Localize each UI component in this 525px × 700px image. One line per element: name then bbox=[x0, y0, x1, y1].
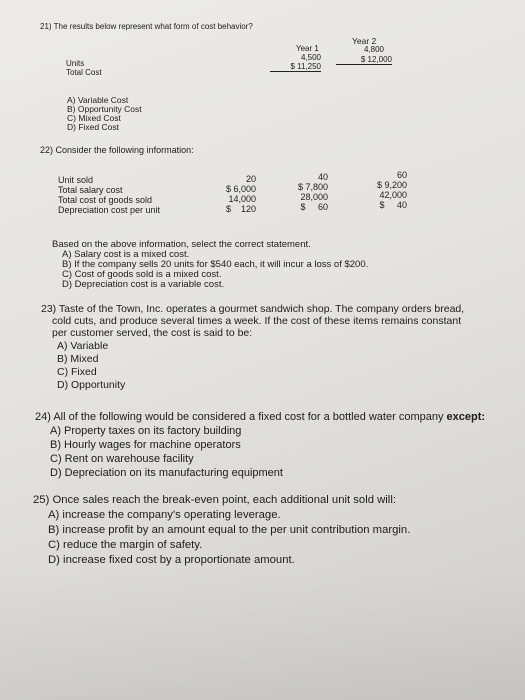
q24-question bbox=[35, 411, 485, 423]
q22-col2-depreciation: $ 60 bbox=[300, 202, 328, 212]
q22-question: 22) Consider the following information: bbox=[40, 145, 194, 155]
q22-col1-salary: $ 6,000 bbox=[225, 184, 256, 194]
q22-row-label-salary: Total salary cost bbox=[58, 185, 123, 195]
q22-col3-depreciation: $ 40 bbox=[379, 200, 407, 210]
q21-year1-header: Year 1 bbox=[296, 44, 319, 53]
q24-option-d: D) Depreciation on its manufacturing equipment bbox=[50, 467, 283, 479]
q22-row-label-cogs: Total cost of goods sold bbox=[58, 195, 153, 205]
q21-option-d: D) Fixed Cost bbox=[67, 122, 119, 132]
q21-year2-cost: $ 12,000 bbox=[336, 55, 392, 65]
q23-question-line-1: 23) Taste of the Town, Inc. operates a gourmet sandwich shop. The company orders bread, bbox=[41, 303, 465, 315]
q22-row-label-units: Unit sold bbox=[58, 175, 94, 185]
q21-option-a: A) Variable Cost bbox=[67, 95, 129, 105]
q21-year1-units: 4,500 bbox=[300, 53, 321, 62]
paper-shadow bbox=[0, 570, 525, 700]
q25-option-b: B) increase profit by an amount equal to the per unit contribution margin. bbox=[48, 524, 411, 536]
q25-option-d: D) increase fixed cost by a proportionate amount. bbox=[48, 554, 295, 566]
q22-col2-cogs: 28,000 bbox=[300, 192, 328, 202]
q22-option-d: D) Depreciation cost is a variable cost. bbox=[62, 279, 225, 290]
q22-col2-units: 40 bbox=[317, 172, 328, 182]
q22-option-a: A) Salary cost is a mixed cost. bbox=[62, 249, 190, 260]
q25-question: 25) Once sales reach the break-even point, each additional unit sold will: bbox=[33, 494, 396, 506]
q25-option-c: C) reduce the margin of safety. bbox=[48, 539, 203, 551]
q21-year2-units: 4,800 bbox=[363, 45, 384, 54]
q23-option-c: C) Fixed bbox=[57, 366, 97, 378]
q22-col2-salary: $ 7,800 bbox=[297, 182, 328, 192]
q21-option-c: C) Mixed Cost bbox=[67, 113, 121, 123]
q24-option-c: C) Rent on warehouse facility bbox=[50, 453, 194, 465]
q23-question-line-2: cold cuts, and produce several times a week. If the cost of these items remains constant bbox=[52, 315, 462, 327]
q22-option-c: C) Cost of goods sold is a mixed cost. bbox=[62, 269, 222, 280]
q22-col1-cogs: 14,000 bbox=[228, 194, 256, 204]
q21-year2-header: Year 2 bbox=[352, 36, 377, 46]
q22-col3-units: 60 bbox=[396, 170, 407, 180]
q21-total-cost-label: Total Cost bbox=[66, 68, 102, 77]
q22-col3-cogs: 42,000 bbox=[379, 190, 407, 200]
q24-option-b: B) Hourly wages for machine operators bbox=[50, 439, 241, 451]
q24-question-emphasis: except: bbox=[446, 411, 486, 423]
q23-option-b: B) Mixed bbox=[57, 353, 99, 365]
q22-col3-salary: $ 9,200 bbox=[376, 180, 407, 190]
q22-col1-units: 20 bbox=[245, 174, 256, 184]
q21-units-label: Units bbox=[66, 59, 85, 68]
q23-option-d: D) Opportunity bbox=[57, 379, 126, 391]
q21-option-b: B) Opportunity Cost bbox=[67, 104, 142, 114]
q21-question: 21) The results below represent what form of cost behavior? bbox=[40, 22, 253, 31]
q22-row-label-depreciation: Depreciation cost per unit bbox=[58, 205, 161, 215]
q24-question-text: 24) All of the following would be considered a fixed cost for a bottled water company bbox=[35, 411, 444, 423]
q22-col1-depreciation: $ 120 bbox=[225, 204, 256, 214]
q21-year1-cost: $ 11,250 bbox=[270, 62, 321, 72]
q23-option-a: A) Variable bbox=[57, 340, 109, 352]
q24-option-a: A) Property taxes on its factory building bbox=[50, 425, 242, 437]
q25-option-a: A) increase the company's operating leverage. bbox=[48, 509, 281, 521]
q22-option-b: B) If the company sells 20 units for $540 each, it will incur a loss of $200. bbox=[62, 259, 369, 270]
q22-stem: Based on the above information, select the correct statement. bbox=[52, 239, 311, 250]
q23-question-line-3: per customer served, the cost is said to be: bbox=[52, 327, 253, 339]
